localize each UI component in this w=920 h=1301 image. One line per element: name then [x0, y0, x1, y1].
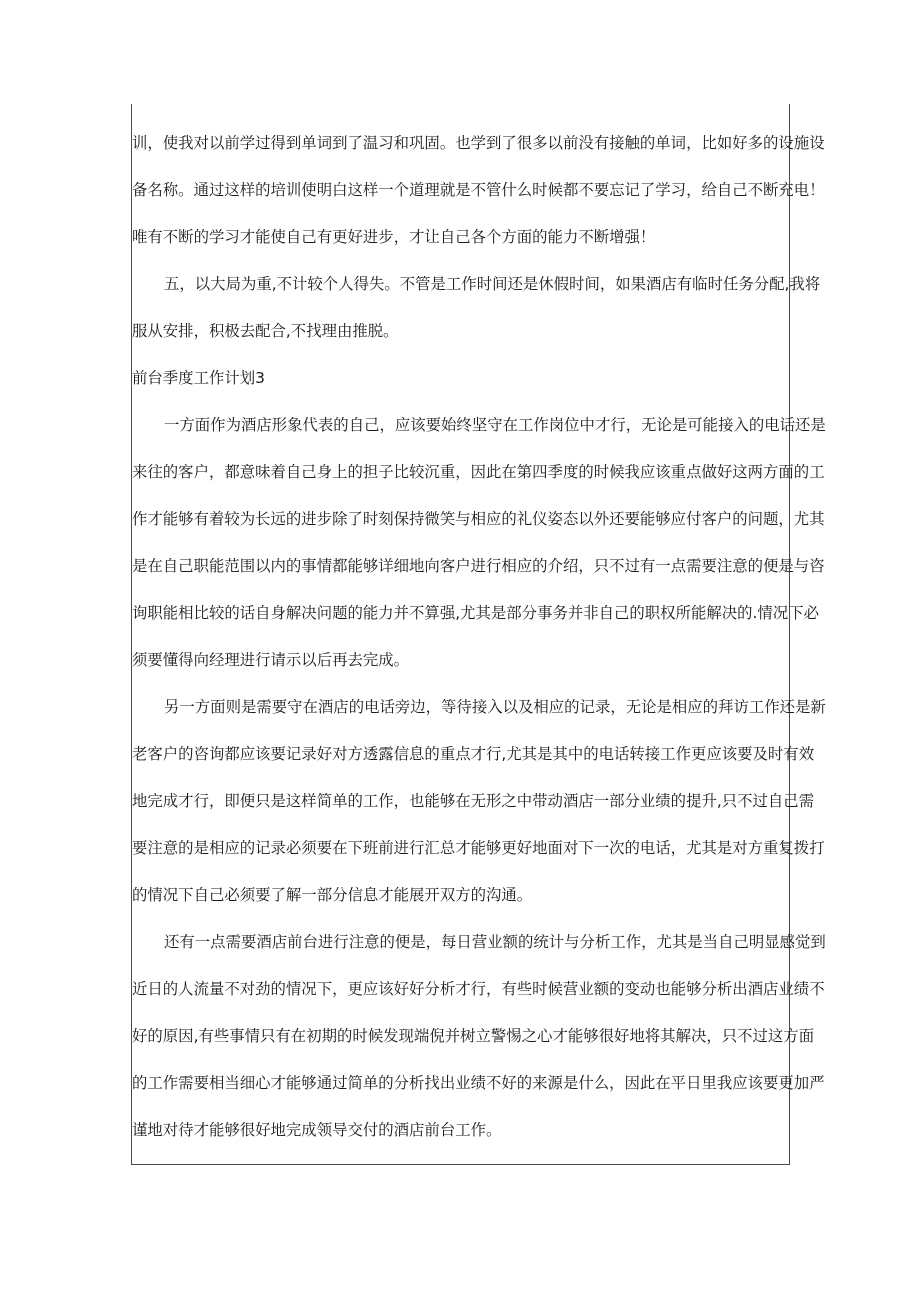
text-line: 近日的人流量不对劲的情况下，更应该好好分析才行，有些时候营业额的变动也能够分析出酒店业绩不 — [132, 980, 825, 998]
paragraph-start-line: 五，以大局为重,不计较个人得失。不管是工作时间还是休假时间，如果酒店有临时任务分配,我将 — [164, 275, 821, 293]
text-line: 备名称。通过这样的培训使明白这样一个道理就是不管什么时候都不要忘记了学习，给自己不断充电！ — [132, 181, 825, 199]
text-line: 须要懂得向经理进行请示以后再去完成。 — [132, 651, 410, 669]
section-heading: 前台季度工作计划3 — [132, 369, 265, 387]
text-line: 服从安排，积极去配合,不找理由推脱。 — [132, 322, 399, 340]
text-line: 来往的客户，都意味着自己身上的担子比较沉重，因此在第四季度的时候我应该重点做好这两方面的工 — [132, 463, 825, 481]
text-line: 唯有不断的学习才能使自己有更好进步，才让自己各个方面的能力不断增强！ — [132, 228, 656, 246]
text-line: 的工作需要相当细心才能够通过简单的分析找出业绩不好的来源是什么，因此在平日里我应该要更加严 — [132, 1074, 825, 1092]
text-line: 训，使我对以前学过得到单词到了温习和巩固。也学到了很多以前没有接触的单词，比如好多的设施设 — [132, 134, 825, 152]
text-line: 地完成才行，即便只是这样简单的工作，也能够在无形之中带动酒店一部分业绩的提升,只不过自己需 — [132, 792, 815, 810]
text-line: 是在自己职能范围以内的事情都能够详细地向客户进行相应的介绍，只不过有一点需要注意的便是与咨 — [132, 557, 825, 575]
text-line: 作才能够有着较为长远的进步除了时刻保持微笑与相应的礼仪姿态以外还要能够应付客户的问题，尤其 — [132, 510, 825, 528]
paragraph-start-line: 另一方面则是需要守在酒店的电话旁边，等待接入以及相应的记录，无论是相应的拜访工作还是新 — [164, 698, 826, 716]
text-line: 好的原因,有些事情只有在初期的时候发现端倪并树立警惕之心才能够很好地将其解决，只不过这方面 — [132, 1027, 815, 1045]
document-body — [132, 120, 826, 1154]
text-line: 的情况下自己必须要了解一部分信息才能展开双方的沟通。 — [132, 886, 533, 904]
text-line: 谨地对待才能够很好地完成领导交付的酒店前台工作。 — [132, 1121, 502, 1139]
text-line: 老客户的咨询都应该要记录好对方透露信息的重点才行,尤其是其中的电话转接工作更应该要及时有效 — [132, 745, 815, 763]
text-line: 要注意的是相应的记录必须要在下班前进行汇总才能够更好地面对下一次的电话，尤其是对方重复拨打 — [132, 839, 825, 857]
text-line: 询职能相比较的话自身解决问题的能力并不算强,尤其是部分事务并非自己的职权所能解决的.情况下必 — [132, 604, 819, 622]
paragraph-start-line: 一方面作为酒店形象代表的自己，应该要始终坚守在工作岗位中才行，无论是可能接入的电话还是 — [164, 416, 826, 434]
paragraph-start-line: 还有一点需要酒店前台进行注意的便是，每日营业额的统计与分析工作，尤其是当自己明显感觉到 — [164, 933, 826, 951]
